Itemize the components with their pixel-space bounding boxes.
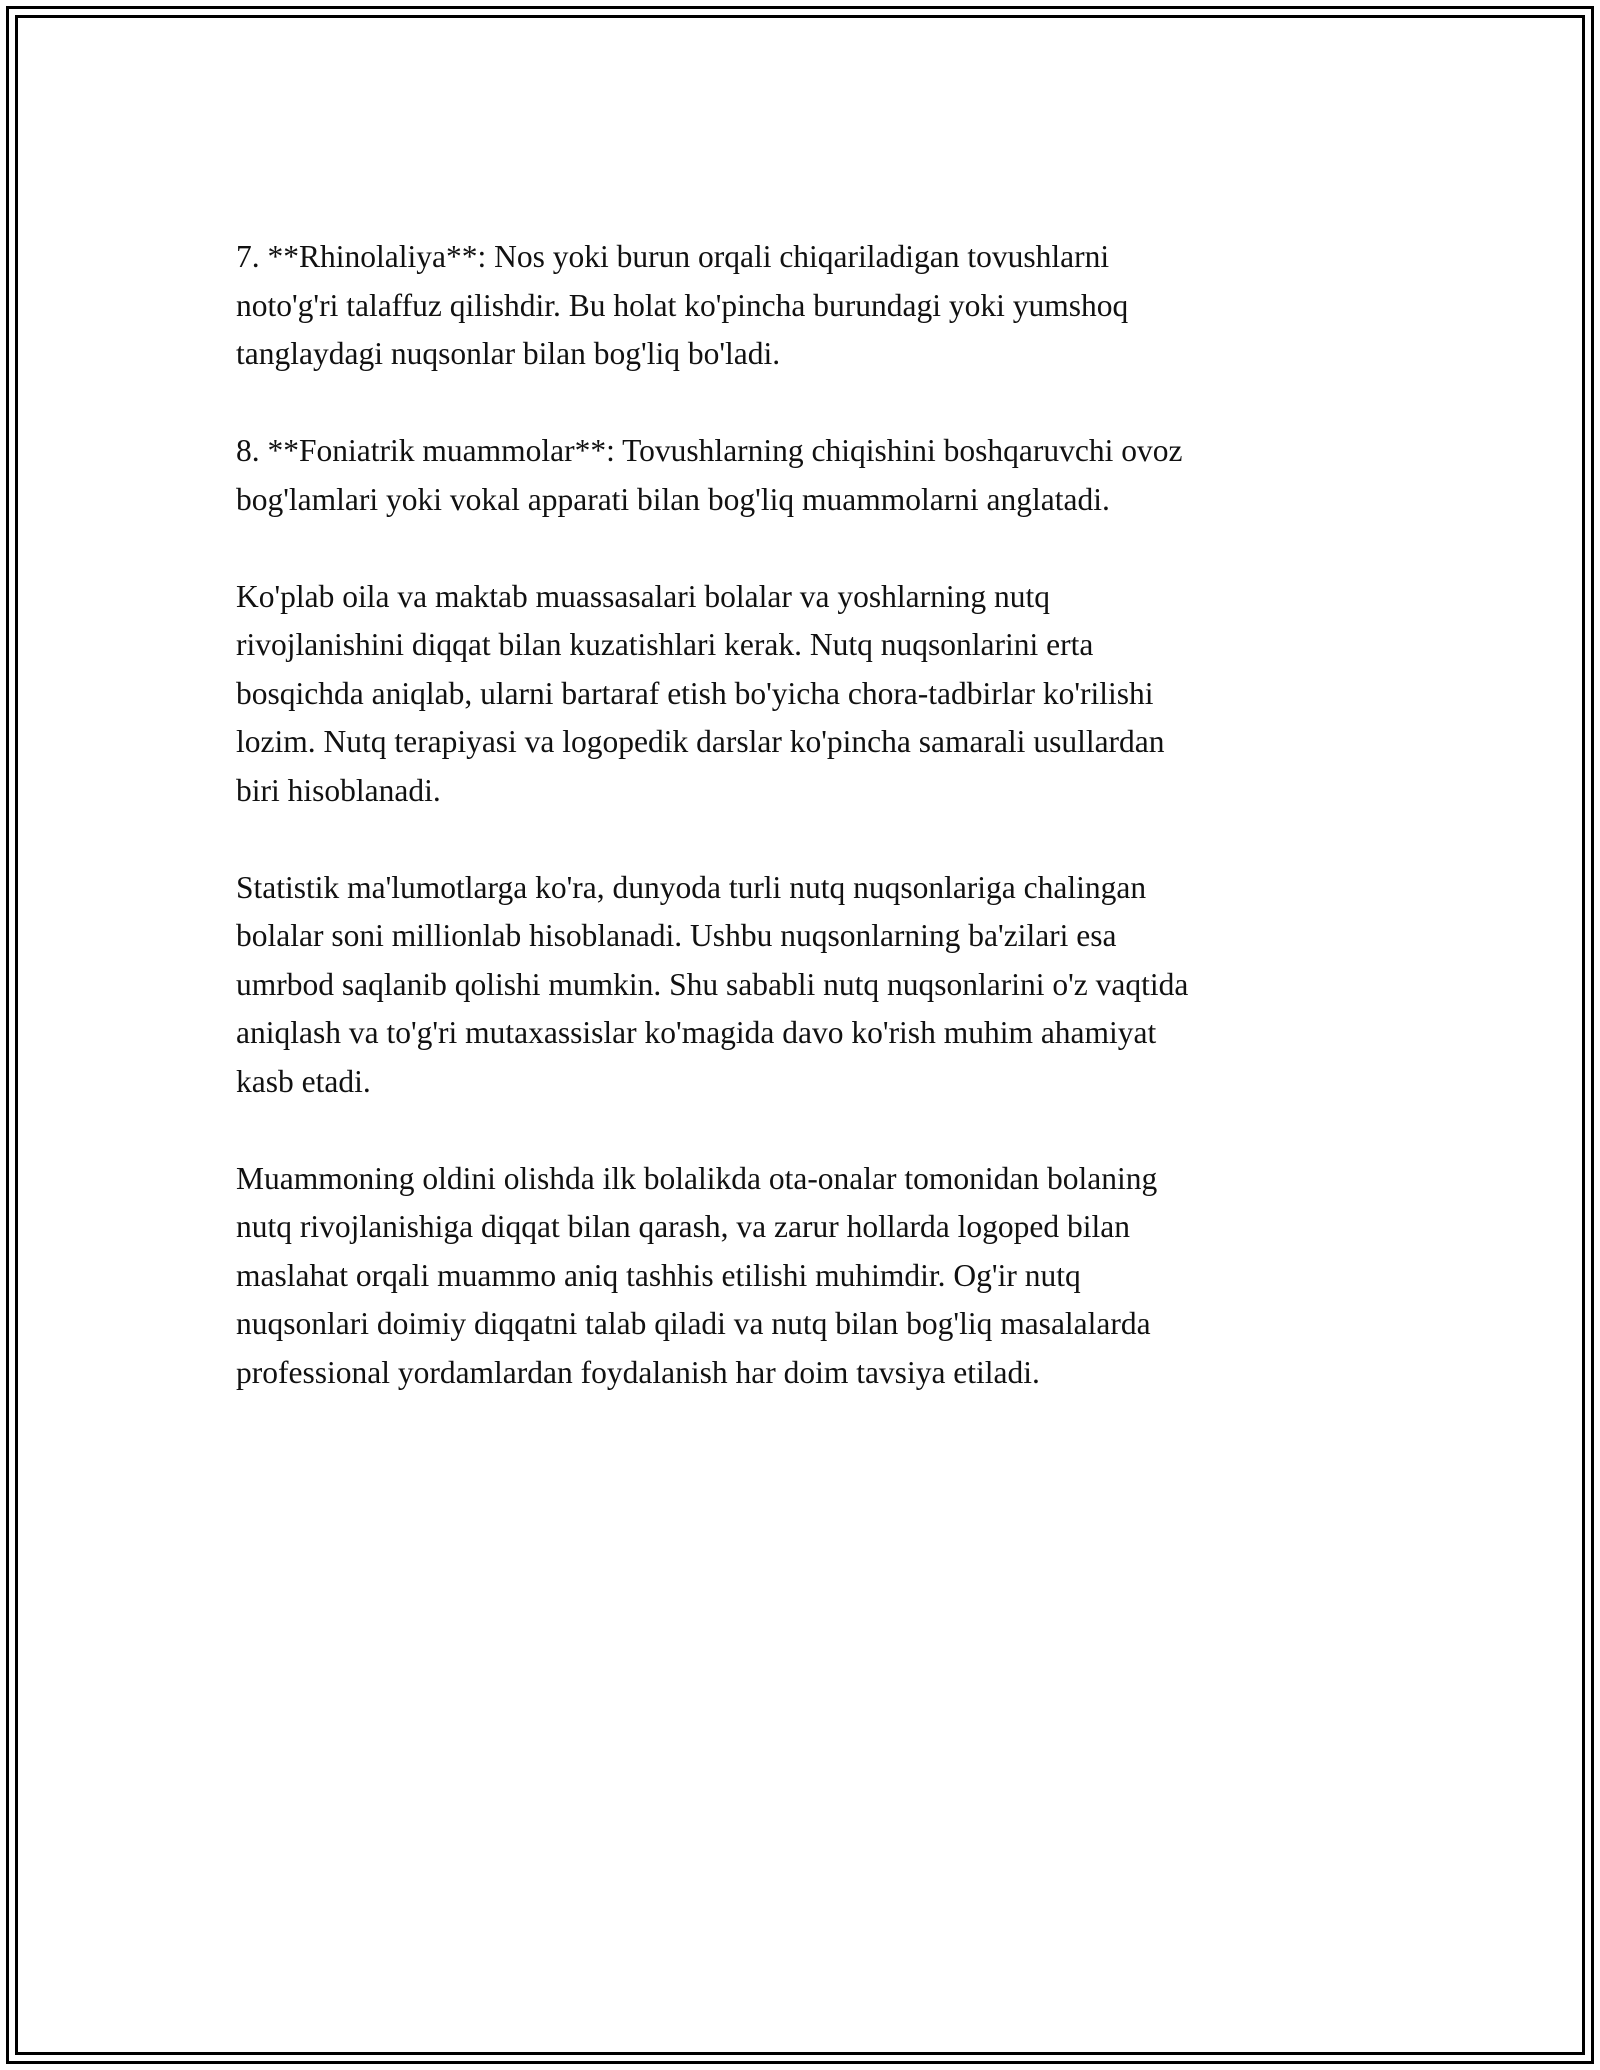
paragraph-statistics (236, 864, 1356, 1107)
paragraph-monitoring (236, 573, 1356, 816)
text-line: biri hisoblanadi. (236, 772, 441, 808)
text-line: Ko'plab oila va maktab muassasalari bolalar va yoshlarning nutq (236, 578, 1050, 614)
text-line: professional yordamlardan foydalanish har doim tavsiya etiladi. (236, 1354, 1040, 1390)
text-line: 7. **Rhinolaliya**: Nos yoki burun orqali chiqariladigan tovushlarni (236, 239, 1110, 274)
text-line: tanglaydagi nuqsonlar bilan bog'liq bo'ladi. (236, 336, 781, 371)
text-line: Muammoning oldini olishda ilk bolalikda ota-onalar tomonidan bolaning (236, 1160, 1158, 1196)
text-line: bosqichda aniqlab, ularni bartaraf etish bo'yicha chora-tadbirlar ko'rilishi (236, 675, 1154, 711)
text-line: 8. **Foniatrik muammolar**: Tovushlarning chiqishini boshqaruvchi ovoz (236, 433, 1183, 468)
text-line: nuqsonlari doimiy diqqatni talab qiladi va nutq bilan bog'liq masalalarda (236, 1306, 1151, 1341)
text-line: bog'lamlari yoki vokal apparati bilan bog'liq muammolarni anglatadi. (236, 481, 1110, 517)
paragraph-foniatrik (236, 427, 1356, 524)
text-line: maslahat orqali muammo aniq tashhis etilishi muhimdir. Og'ir nutq (236, 1257, 1081, 1293)
document-body (236, 233, 1356, 1446)
text-line: bolalar soni millionlab hisoblanadi. Ushbu nuqsonlarning ba'zilari esa (236, 918, 1117, 953)
text-line: lozim. Nutq terapiyasi va logopedik darslar ko'pincha samarali usullardan (236, 724, 1165, 759)
text-line: Statistik ma'lumotlarga ko'ra, dunyoda turli nutq nuqsonlariga chalingan (236, 869, 1147, 905)
paragraph-rhinolaliya (236, 233, 1356, 379)
text-line: noto'g'ri talaffuz qilishdir. Bu holat ko'pincha burundagi yoki yumshoq (236, 287, 1129, 323)
text-line: aniqlash va to'g'ri mutaxassislar ko'magida davo ko'rish muhim ahamiyat (236, 1015, 1157, 1050)
text-line: rivojlanishini diqqat bilan kuzatishlari kerak. Nutq nuqsonlarini erta (236, 627, 1094, 662)
text-line: nutq rivojlanishiga diqqat bilan qarash, va zarur hollarda logoped bilan (236, 1209, 1130, 1244)
text-line: kasb etadi. (236, 1063, 371, 1099)
paragraph-prevention (236, 1155, 1356, 1398)
text-line: umrbod saqlanib qolishi mumkin. Shu sababli nutq nuqsonlarini o'z vaqtida (236, 966, 1189, 1002)
